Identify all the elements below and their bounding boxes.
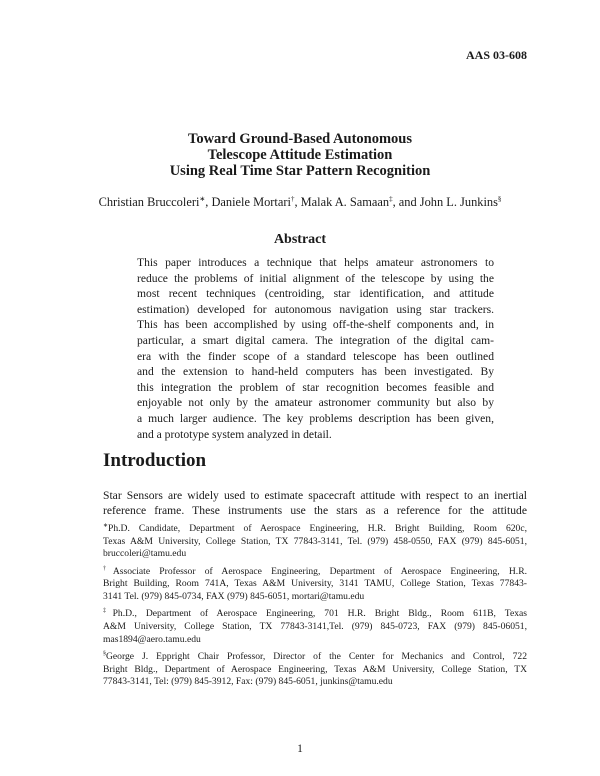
footnote	[103, 563, 527, 604]
footnote-mark: §	[497, 195, 502, 203]
footnote-mark: ‡	[389, 195, 393, 203]
footnote-line	[103, 520, 527, 536]
footnote	[103, 605, 527, 646]
footnote-line	[103, 563, 527, 579]
introduction-text	[103, 489, 527, 518]
title-line: Telescope Attitude Estimation	[207, 147, 393, 163]
abstract-heading: Abstract	[273, 232, 327, 247]
author-separator: ,	[205, 195, 212, 210]
abstract-line: This has been accomplished by using off-the-shelf components and, in	[137, 318, 494, 332]
abstract-line: and a prototype system analyzed in detail.	[137, 427, 332, 441]
footnote-mark: ‡	[103, 608, 113, 615]
author-separator: ,	[294, 195, 301, 210]
footnote-line: Texas A&M University, College Station, TX 77843-3141, Tel. (979) 458-0550, FAX (979) 845-6051,	[103, 535, 527, 547]
body-line: reference frame. These instruments use the stars as a reference for the attitude	[103, 503, 527, 517]
author-name: Daniele Mortari	[211, 195, 291, 210]
footnote-mark: †	[103, 565, 113, 572]
author-list	[0, 192, 600, 209]
abstract-line: most recent techniques (centroiding, star identification, and attitude	[137, 287, 494, 301]
footnotes	[103, 520, 527, 691]
abstract-line: this integration the problem of star recognition becomes feasible and	[137, 380, 494, 394]
footnote	[103, 520, 527, 561]
footnote-mark: ∗	[199, 195, 206, 203]
footnote-line: mas1894@aero.tamu.edu	[103, 633, 201, 645]
author-separator: , and	[392, 195, 420, 210]
abstract-line: estimation) developed for autonomous navigation using star trackers.	[137, 302, 494, 316]
body-line: Star Sensors are widely used to estimate spacecraft attitude with respect to an inertial	[103, 489, 527, 502]
page-number: 1	[297, 743, 303, 755]
title-line: Using Real Time Star Pattern Recognition	[169, 163, 431, 179]
footnote	[103, 648, 527, 689]
author-name: Malak A. Samaan	[300, 195, 390, 210]
footnote-text: Ph.D., Department of Aerospace Engineering, 701 H.R. Bright Bldg., Room 611B, Texas	[112, 608, 528, 620]
abstract-line: a much larger audience. The key problems description has been given,	[137, 411, 494, 425]
abstract-body	[137, 255, 494, 442]
footnote-text: George J. Eppright Chair Professor, Director of the Center for Mechanics and Control, 722	[106, 651, 527, 663]
footnote-mark: †	[290, 195, 295, 203]
report-id: AAS 03-608	[465, 48, 527, 62]
abstract-line: and the extension to hand-held computers has been investigated. By	[137, 365, 494, 379]
abstract-line: reduce the problems of initial alignment of the telescope by using the	[137, 271, 494, 285]
footnote-line: 77843-3141, Tel: (979) 845-3912, Fax: (979) 845-6051, junkins@tamu.edu	[103, 676, 393, 688]
paper-title	[0, 131, 600, 179]
abstract-line: era with the finder scope of a standard telescope has been outlined	[137, 349, 494, 363]
author-name: John L. Junkins	[419, 195, 498, 210]
footnote-mark: §	[103, 651, 106, 658]
abstract-line: enjoyable not only by the amateur astronomer community but also by	[137, 396, 494, 410]
footnote-line: Bright Bldg., Department of Aerospace Engineering, Texas A&M University, College Station, TX	[103, 663, 527, 675]
footnote-text: Associate Professor of Aerospace Engineering, Department of Aerospace Engineering, H.R.	[112, 565, 528, 577]
footnote-line	[103, 648, 527, 664]
footnote-line: bruccoleri@tamu.edu	[103, 548, 187, 560]
author-name: Christian Bruccoleri	[98, 195, 200, 210]
title-line: Toward Ground-Based Autonomous	[187, 131, 412, 147]
footnote-line	[103, 605, 527, 621]
footnote-line: 3141 Tel. (979) 845-0734, FAX (979) 845-6051, mortari@tamu.edu	[103, 590, 365, 602]
section-heading-introduction: Introduction	[103, 450, 207, 471]
abstract-line: This paper introduces a technique that helps amateur astronomers to	[137, 256, 494, 269]
abstract-line: particular, a smart digital camera. The integration of the digital cam-	[137, 333, 494, 347]
footnote-mark: ∗	[103, 523, 109, 529]
footnote-line: Bright Building, Room 741A, Texas A&M University, 3141 TAMU, College Station, Texas 77843-	[103, 578, 527, 590]
footnote-text: Ph.D. Candidate, Department of Aerospace Engineering, H.R. Bright Building, Room 620c,	[108, 523, 527, 535]
footnote-line: A&M University, College Station, TX 77843-3141,Tel. (979) 845-0723, FAX (979) 845-06051,	[103, 621, 527, 633]
